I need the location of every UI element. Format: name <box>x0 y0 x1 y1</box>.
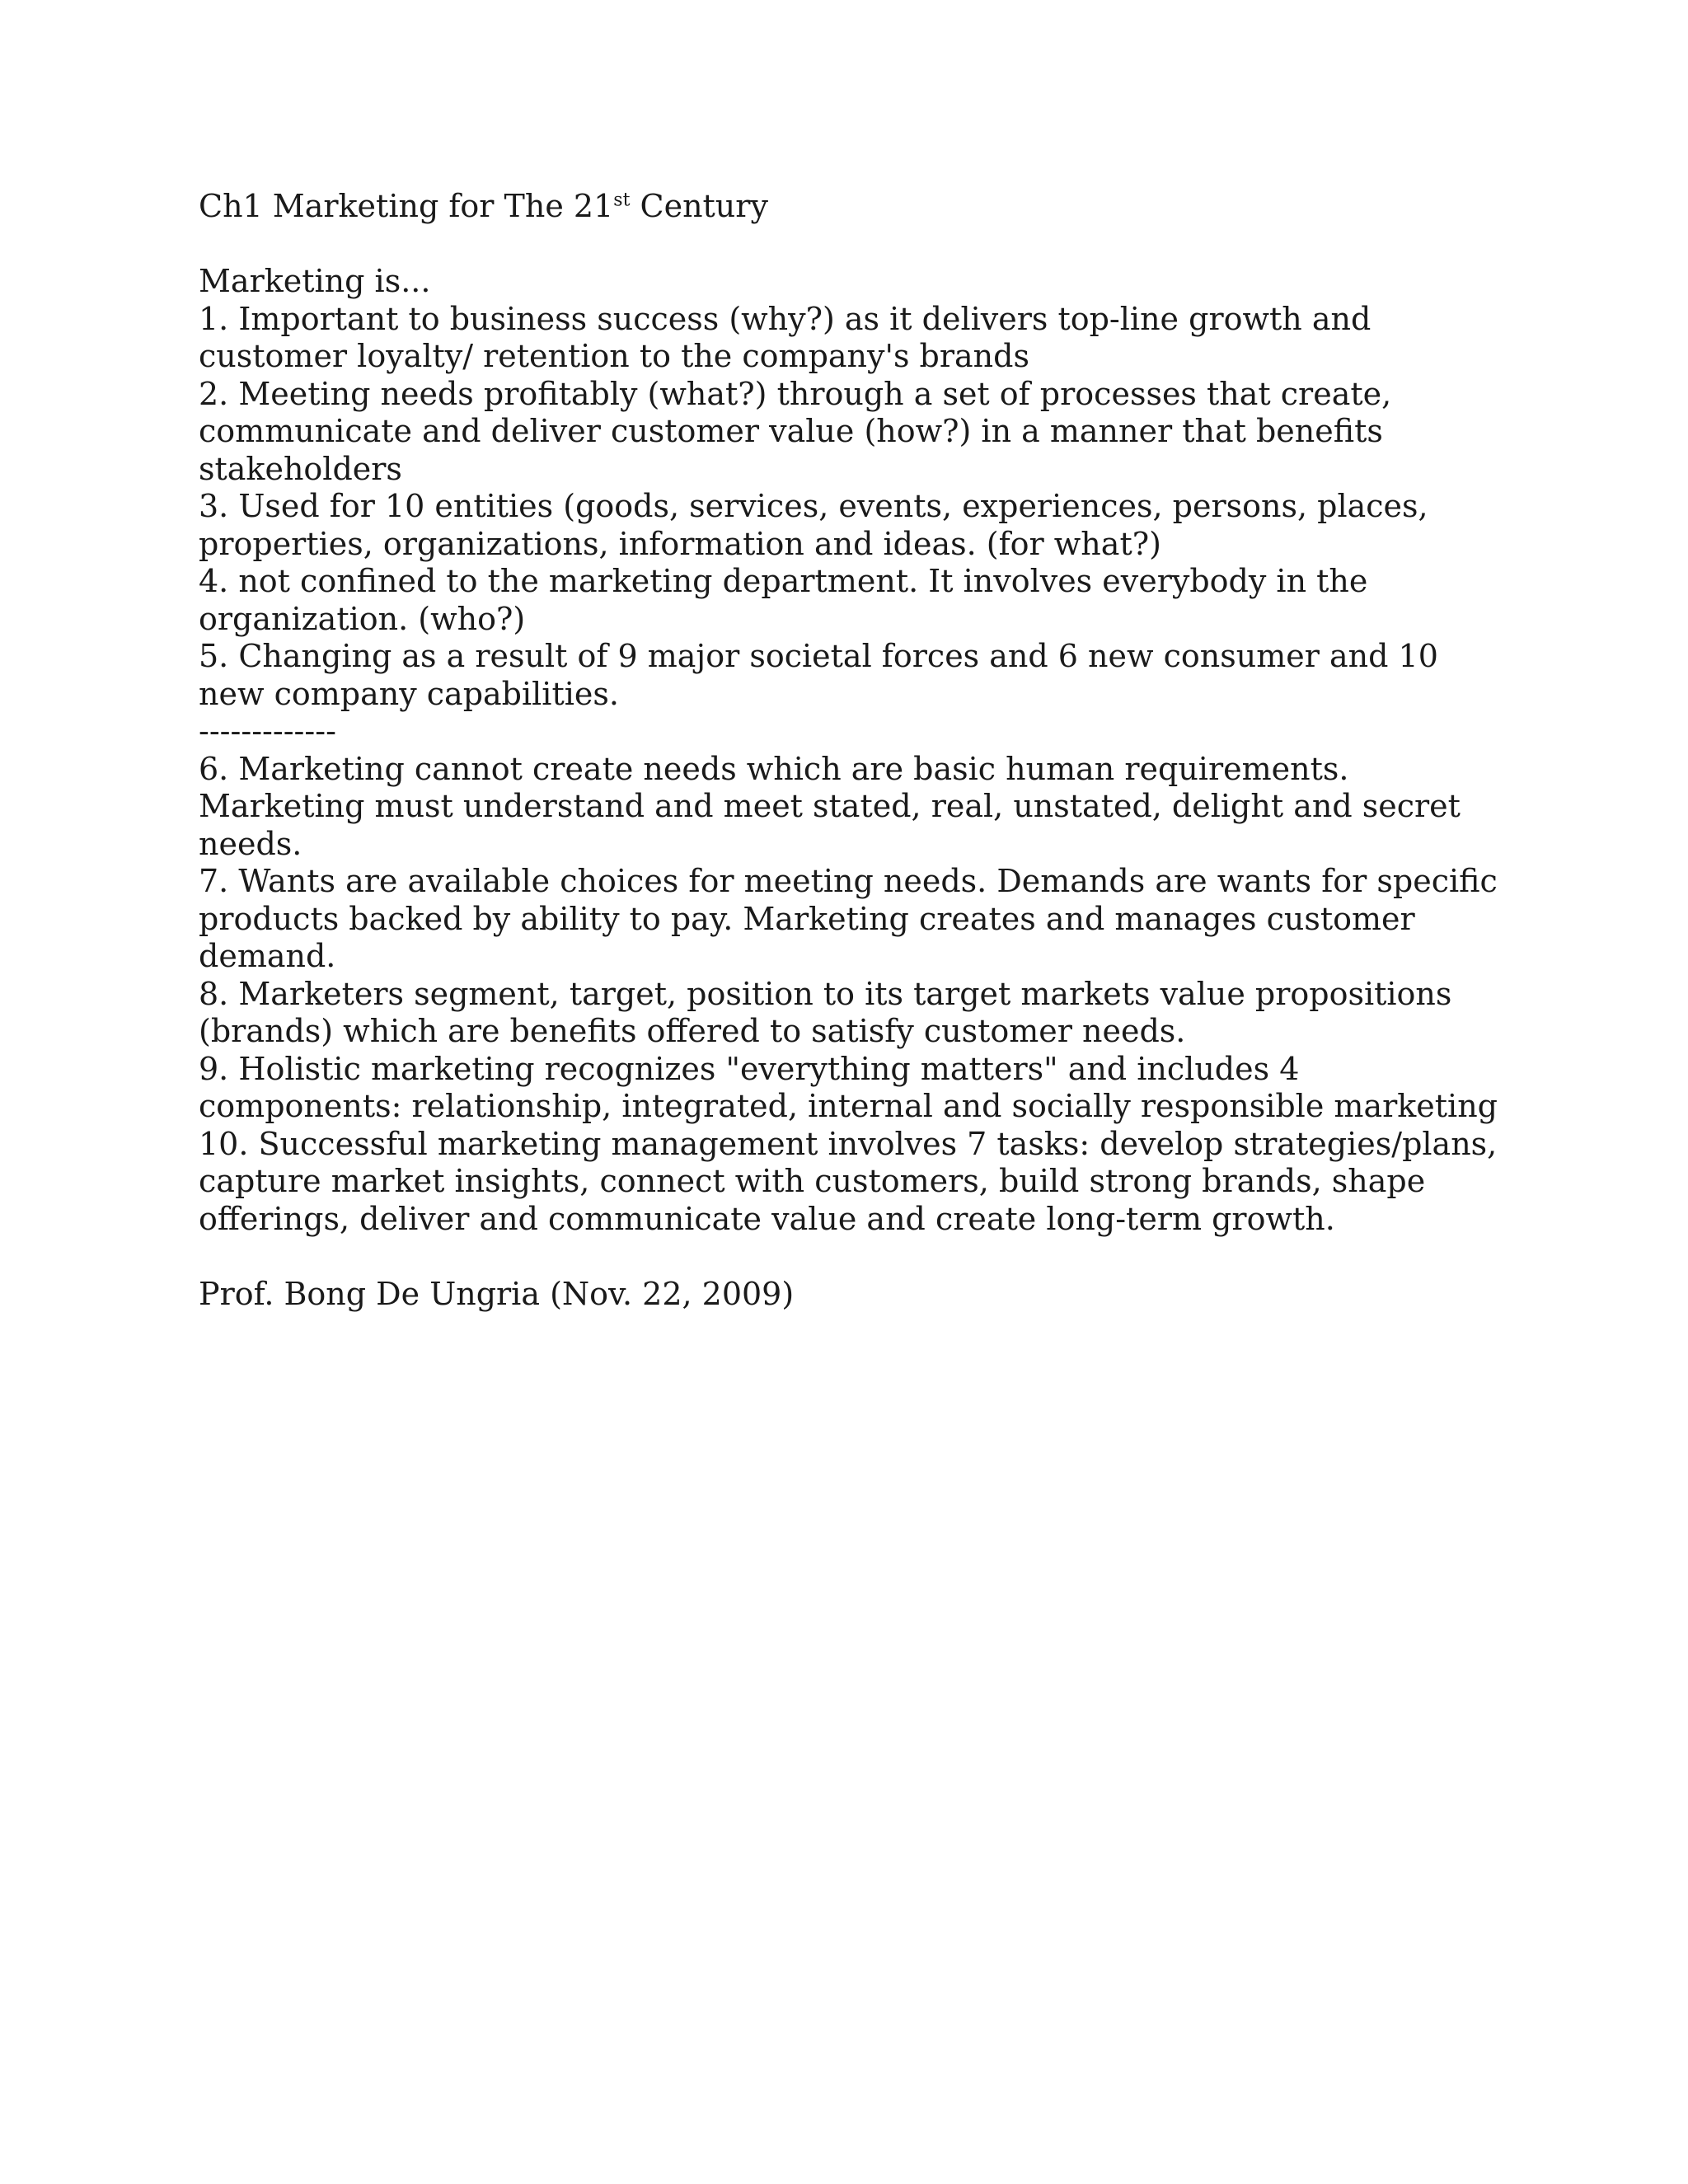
list-item: 5. Changing as a result of 9 major societal forces and 6 new consumer and 10 new company capabilities. <box>199 638 1438 712</box>
separator-line: ------------- <box>199 713 336 749</box>
title-prefix: Ch1 Marketing for The 21 <box>199 188 614 224</box>
document-body <box>199 263 1501 1238</box>
list-item: 6. Marketing cannot create needs which are basic human requirements. Marketing must understand and meet stated, real, unstated, delight and secret needs. <box>199 750 1461 862</box>
list-item: 3. Used for 10 entities (goods, services, events, experiences, persons, places, properties, organizations, information and ideas. (for what?) <box>199 488 1428 562</box>
list-item: 8. Marketers segment, target, position to its target markets value propositions (brands) which are benefits offered to satisfy customer needs. <box>199 975 1452 1049</box>
title-superscript: st <box>613 190 631 211</box>
list-item: 4. not confined to the marketing department. It involves everybody in the organization. (who?) <box>199 563 1368 637</box>
list-item: 2. Meeting needs profitably (what?) through a set of processes that create, communicate and deliver customer value (how?) in a manner that benefits stakeholders <box>199 375 1392 487</box>
title-suffix: Century <box>630 188 768 224</box>
author-footer: Prof. Bong De Ungria (Nov. 22, 2009) <box>199 1275 795 1312</box>
document-title <box>199 188 1501 226</box>
list-item: 7. Wants are available choices for meeting needs. Demands are wants for specific products backed by ability to pay. Marketing creates and manages customer demand. <box>199 863 1498 974</box>
list-item: 9. Holistic marketing recognizes "everything matters" and includes 4 components: relationship, integrated, internal and socially responsible marketing <box>199 1050 1498 1124</box>
list-item: 1. Important to business success (why?) as it delivers top-line growth and customer loyalty/ retention to the company's brands <box>199 300 1372 374</box>
list-item: 10. Successful marketing management involves 7 tasks: develop strategies/plans, capture market insights, connect with customers, build strong brands, shape offerings, deliver and communicate value and create long-term growth. <box>199 1125 1498 1237</box>
intro-line: Marketing is... <box>199 263 431 299</box>
document-page <box>199 188 1501 1344</box>
